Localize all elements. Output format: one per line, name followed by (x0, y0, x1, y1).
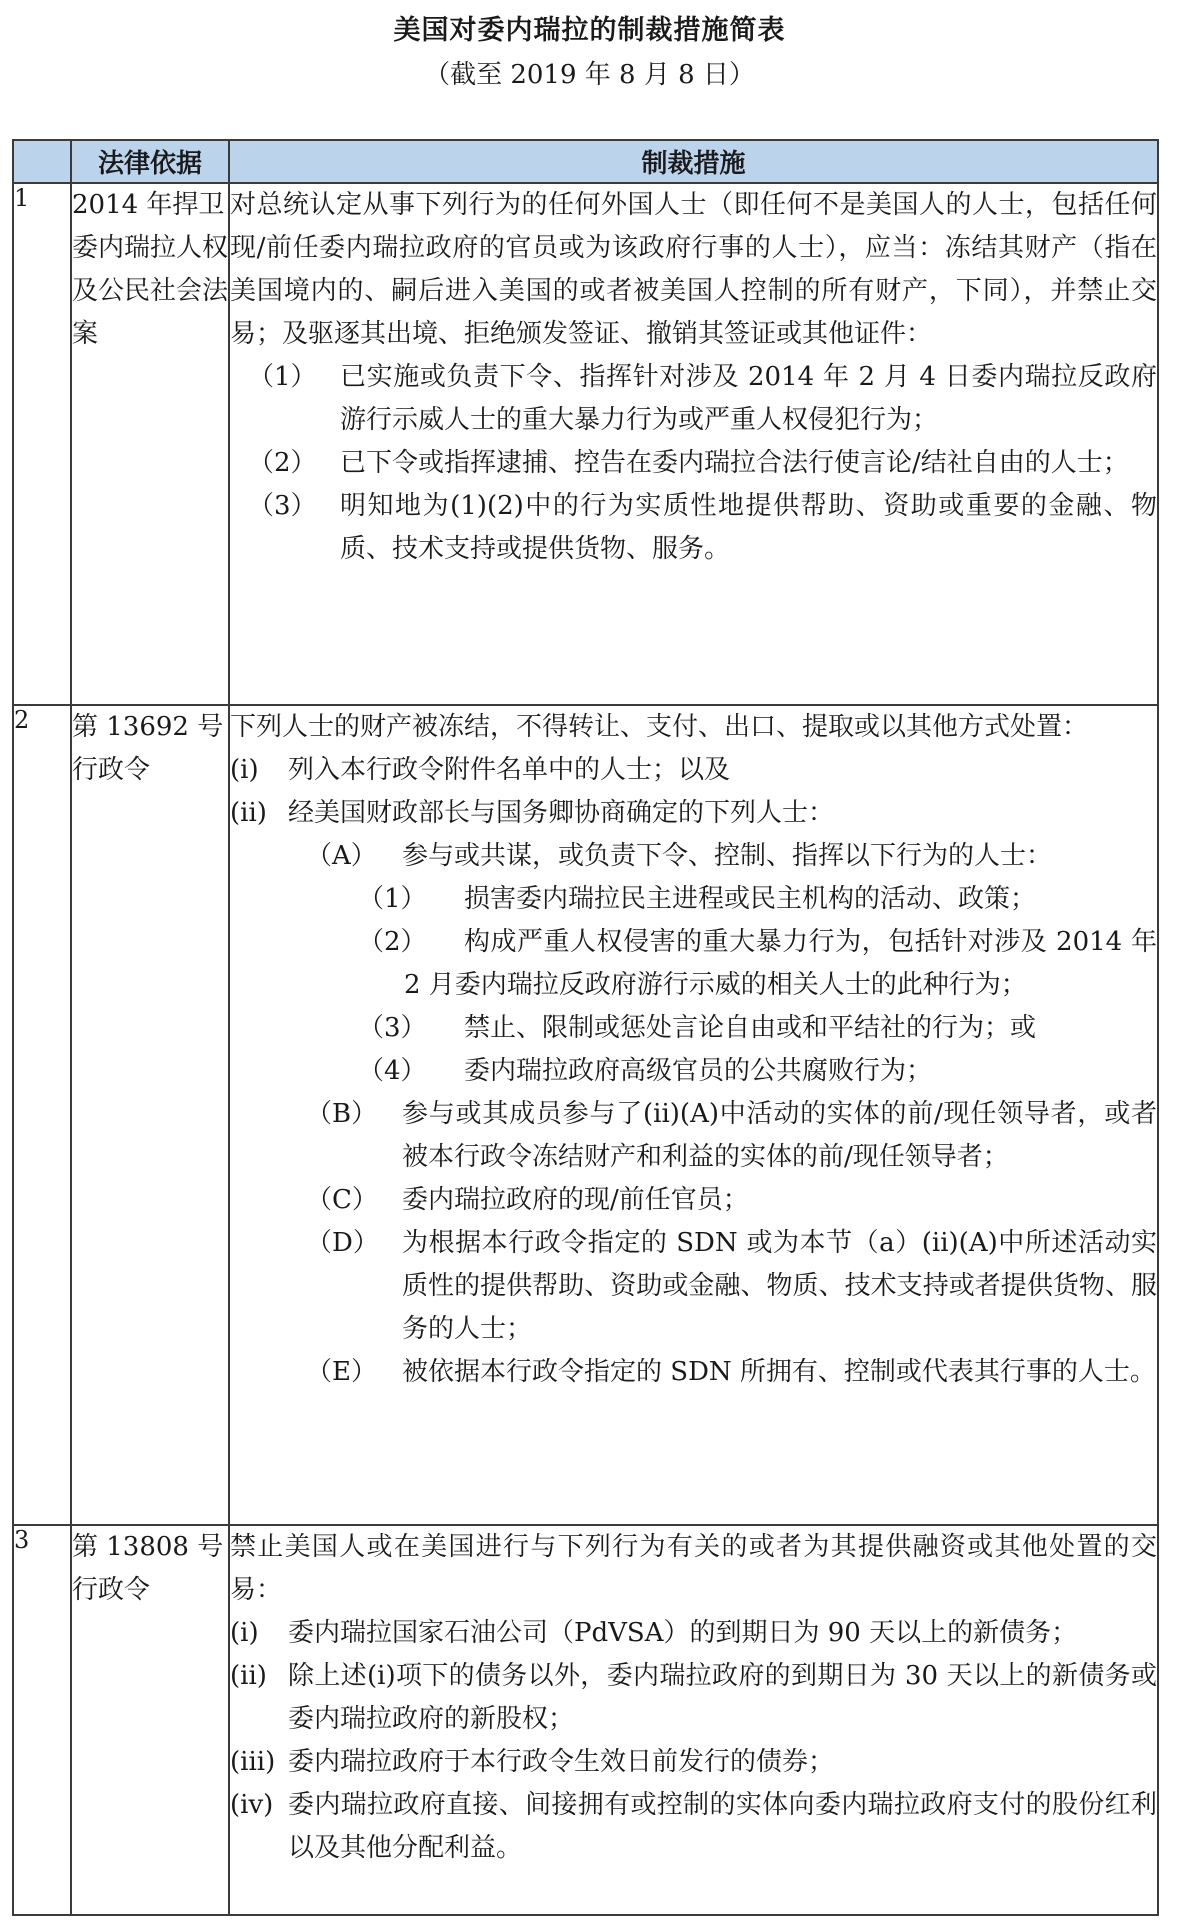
item-text: 列入本行政令附件名单中的人士；以及 (288, 755, 731, 785)
subsubitem-label: （3） (358, 1013, 427, 1043)
sanctions-table (12, 139, 1159, 1916)
item-text: 委内瑞拉国家石油公司（PdVSA）的到期日为 90 天以上的新债务； (288, 1618, 1078, 1648)
subsubitem-label: （1） (358, 884, 427, 914)
measure-item (230, 749, 1157, 792)
measure-intro: 禁止美国人或在美国进行与下列行为有关的或者为其提供融资或其他处置的交易： (230, 1532, 1157, 1605)
legal-basis-cell: 第 13808 号行政令 (71, 1525, 229, 1915)
subitem-label: （E） (306, 1357, 377, 1387)
document-subtitle: （截至 2019 年 8 月 8 日） (424, 60, 755, 90)
subsubitem-text: 构成严重人权侵害的重大暴力行为，包括针对涉及 2014 年 2 月委内瑞拉反政府游行示威的相关人士的此种行为； (404, 927, 1157, 1000)
measure-subitem (230, 1351, 1157, 1394)
legal-basis-cell: 2014 年捍卫委内瑞拉人权及公民社会法案 (71, 183, 229, 705)
item-label: (i) (230, 755, 259, 785)
measure-item (230, 442, 1157, 485)
measure-item (230, 1741, 1157, 1784)
measure-item (230, 1655, 1157, 1741)
item-text: 委内瑞拉政府直接、间接拥有或控制的实体向委内瑞拉政府支付的股份红利以及其他分配利益。 (288, 1790, 1157, 1863)
item-label: （3） (248, 491, 317, 521)
measure-intro: 下列人士的财产被冻结，不得转让、支付、出口、提取或以其他方式处置： (230, 712, 1089, 742)
subsubitem-text: 禁止、限制或惩处言论自由或和平结社的行为；或 (464, 1013, 1037, 1043)
item-label: （1） (248, 362, 317, 392)
measure-item (230, 792, 1157, 835)
subitem-label: （B） (306, 1099, 378, 1129)
item-text: 明知地为(1)(2)中的行为实质性地提供帮助、资助或重要的金融、物质、技术支持或提供货物、服务。 (340, 491, 1157, 564)
measure-subitem (230, 1179, 1157, 1222)
header-sanction-measures: 制裁措施 (229, 140, 1158, 183)
table-header-row (13, 140, 1158, 183)
subsubitem-label: （4） (358, 1056, 427, 1086)
subsubitem-text: 损害委内瑞拉民主进程或民主机构的活动、政策； (464, 884, 1037, 914)
legal-basis-cell: 第 13692 号行政令 (71, 705, 229, 1525)
subitem-text: 被依据本行政令指定的 SDN 所拥有、控制或代表其行事的人士。 (402, 1357, 1156, 1387)
measure-subitem (230, 1093, 1157, 1179)
measure-intro: 对总统认定从事下列行为的任何外国人士（即任何不是美国人的人士，包括任何现/前任委内瑞拉政府的官员或为该政府行事的人士），应当：冻结其财产（指在美国境内的、嗣后进入美国的或者被美国人控制的所有财产，下同），并禁止交易；及驱逐其出境、拒绝颁发签证、撤销其签证或其他证件： (230, 190, 1157, 349)
document-title: 美国对委内瑞拉的制裁措施简表 (393, 15, 786, 46)
subitem-text: 委内瑞拉政府的现/前任官员； (402, 1185, 749, 1215)
measure-subitem (230, 835, 1157, 878)
measure-subsubitem (230, 878, 1157, 921)
subitem-text: 参与或共谋，或负责下令、控制、指挥以下行为的人士： (402, 841, 1053, 871)
measure-item (230, 1784, 1157, 1870)
item-text: 除上述(i)项下的债务以外，委内瑞拉政府的到期日为 30 天以上的新债务或委内瑞拉政府的新股权； (288, 1661, 1157, 1734)
item-text: 已实施或负责下令、指挥针对涉及 2014 年 2 月 4 日委内瑞拉反政府游行示威人士的重大暴力行为或严重人权侵犯行为； (340, 362, 1157, 435)
item-label: (i) (230, 1618, 259, 1648)
table-row (13, 1525, 1158, 1915)
subsubitem-label: （2） (358, 927, 427, 957)
header-number (13, 140, 71, 183)
subsubitem-text: 委内瑞拉政府高级官员的公共腐败行为； (464, 1056, 933, 1086)
item-label: (ii) (230, 798, 267, 828)
measure-subsubitem (230, 921, 1157, 1007)
item-text: 经美国财政部长与国务卿协商确定的下列人士： (288, 798, 835, 828)
measure-subitem (230, 1222, 1157, 1351)
subitem-label: （D） (306, 1228, 379, 1258)
measure-subsubitem (230, 1050, 1157, 1093)
subitem-label: （A） (306, 841, 377, 871)
item-text: 已下令或指挥逮捕、控告在委内瑞拉合法行使言论/结社自由的人士； (340, 448, 1129, 478)
row-number: 3 (13, 1525, 71, 1915)
sanction-measures-cell (229, 1525, 1158, 1915)
item-label: (iv) (230, 1790, 274, 1820)
subitem-label: （C） (306, 1185, 378, 1215)
table-row (13, 183, 1158, 705)
item-text: 委内瑞拉政府于本行政令生效日前发行的债券； (288, 1747, 835, 1777)
table-row (13, 705, 1158, 1525)
measure-item (230, 1612, 1157, 1655)
item-label: (iii) (230, 1747, 276, 1777)
header-legal-basis: 法律依据 (71, 140, 229, 183)
item-label: （2） (248, 448, 317, 478)
sanction-measures-cell (229, 183, 1158, 705)
row-number: 1 (13, 183, 71, 705)
subitem-text: 参与或其成员参与了(ii)(A)中活动的实体的前/现任领导者，或者被本行政令冻结财产和利益的实体的前/现任领导者； (402, 1099, 1157, 1172)
sanction-measures-cell (229, 705, 1158, 1525)
item-label: (ii) (230, 1661, 267, 1691)
measure-item (230, 356, 1157, 442)
row-number: 2 (13, 705, 71, 1525)
measure-item (230, 485, 1157, 571)
subitem-text: 为根据本行政令指定的 SDN 或为本节（a）(ii)(A)中所述活动实质性的提供帮助、资助或金融、物质、技术支持或者提供货物、服务的人士； (402, 1228, 1157, 1344)
measure-subsubitem (230, 1007, 1157, 1050)
